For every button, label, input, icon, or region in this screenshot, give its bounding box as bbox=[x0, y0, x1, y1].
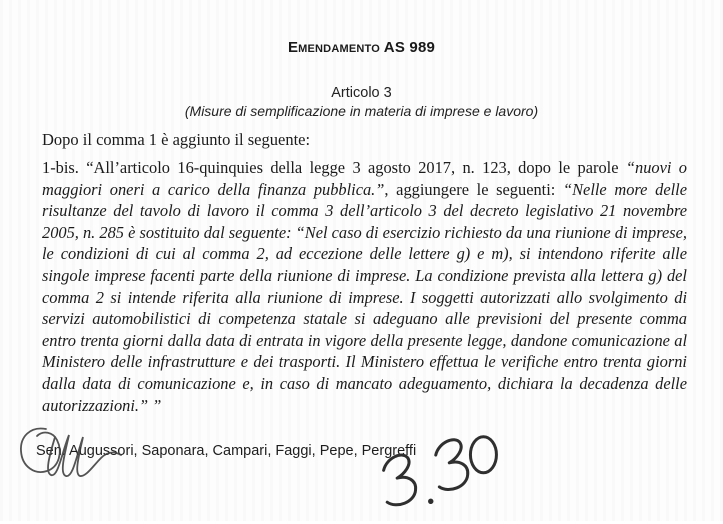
paragraph-segment-regular-2: , aggiungere le seguenti: bbox=[384, 179, 563, 199]
article-heading: Articolo 3 bbox=[331, 85, 392, 101]
paragraph-segment-italic-1: “nuovi o maggiori oneri a carico della finanza pubblica.” bbox=[42, 158, 687, 199]
handwritten-number bbox=[370, 422, 514, 524]
paragraph-segment-italic-2: “Nelle more delle risultanze del tavolo di lavoro il comma 3 dell’articolo 3 del decreto legislativo 21 novembre 2005, n. 285 è sostituito dal seguente: “Nel caso di esercizio richiesto da una riunione di imprese, le condizioni di cui al comma 2, ad eccezione delle lettere g) e m), si intendono riferite alle singole imprese facenti parte della riunione di imprese. La condizione prevista alla lettera g) del comma 2 si intende riferita alla riunione di imprese. I soggetti autorizzati allo svolgimento di servizi automobilistici di competenza statale si adeguano alle previsioni del presente comma entro trenta giorni dalla data di entrata in vigore della presente legge, dandone comunicazione al Ministero delle infrastrutture e dei trasporti. Il Ministero effettua le verifiche entro trenta giorni dalla data di comunicazione e, in caso di mancato adeguamento, dichiara la decadenza delle autorizzazioni.” ” bbox=[42, 179, 687, 415]
intro-line: Dopo il comma 1 è aggiunto il seguente: bbox=[42, 130, 311, 149]
signatories-line: Sen. Augussori, Saponara, Campari, Faggi, Pepe, Pergreffi bbox=[36, 443, 417, 459]
article-subtitle: (Misure di semplificazione in materia di imprese e lavoro) bbox=[184, 103, 539, 119]
amendment-paragraph bbox=[42, 157, 687, 416]
paragraph-segment-regular-1: 1-bis. “All’articolo 16-quinquies della legge 3 agosto 2017, n. 123, dopo le parole bbox=[42, 158, 626, 177]
amendment-title: Emendamento AS 989 bbox=[287, 39, 436, 56]
